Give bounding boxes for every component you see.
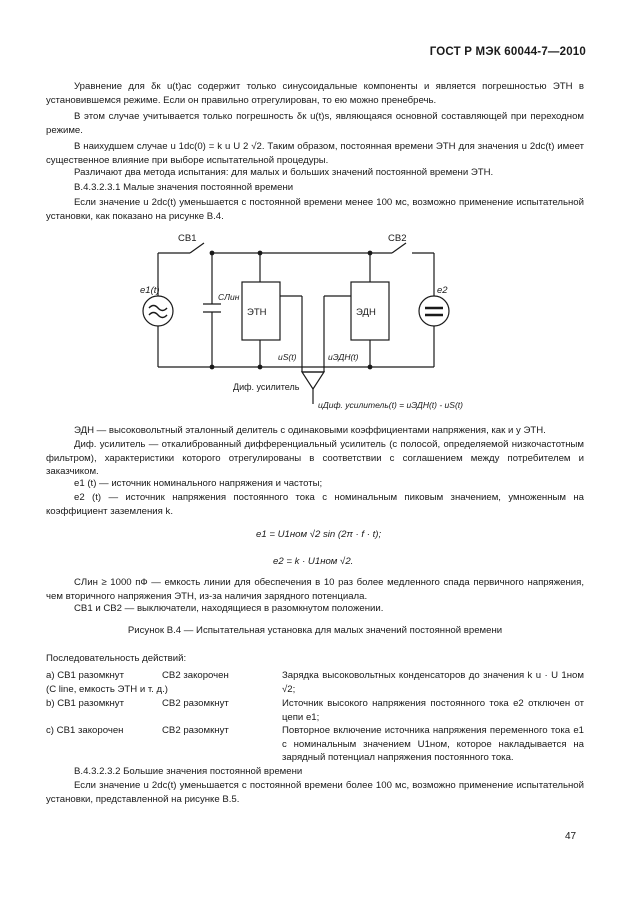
cline-label: CЛин [218, 292, 240, 302]
legend-edn: ЭДН — высоковольтный эталонный делитель с одинаковыми коэффициентами напряжения, как и у ЭТН. [74, 425, 546, 436]
paragraph-6: Если значение u 2dc(t) уменьшается с постоянной времени более 100 мс, возможно применение испытательной установки, представленной на рисунке В.5. [46, 780, 584, 805]
paragraph-3: В наихудшем случае u 1dc(0) = k u U 2 √2. Таким образом, постоянная времени ЭТН для значения u 2dc(t) имеет существенное влияние при выборе испытательной процедуры. [46, 141, 584, 166]
cb1-label: СВ1 [178, 233, 197, 244]
page-number: 47 [565, 831, 577, 842]
e1-label: e1(t) [140, 285, 160, 296]
paragraph-2: В этом случае учитывается только погрешность δк u(t)s, являющаяся основной составляющей при переходном режиме. [46, 111, 584, 136]
amplifier-label: Диф. усилитель [233, 382, 300, 392]
formula-e1: e1 = U1ном √2 sin (2π · f · t); [256, 529, 382, 540]
figure-caption: Рисунок В.4 — Испытательная установка для малых значений постоянной времени [127, 625, 503, 636]
etn-label: ЭТН [247, 307, 267, 318]
paragraph-4: Различают два метода испытания: для малых и больших значений постоянной времени ЭТН. [74, 167, 494, 178]
section-heading-1: В.4.3.2.3.1 Малые значения постоянной времени [74, 182, 294, 193]
sequence-title: Последовательность действий: [46, 653, 187, 664]
dc-source-icon [425, 308, 443, 315]
uedn-label: uЭДН(t) [328, 352, 359, 362]
cb2-label: СВ2 [388, 233, 407, 244]
paragraph-1: Уравнение для δк u(t)ac содержит только синусоидальные компоненты и является погрешностью ЭТН в установившемся режиме. Если он правильно отрегулирован, то ею можно пренебречь. [46, 81, 584, 106]
e2-label: e2 [437, 285, 448, 296]
test-circuit-diagram [140, 226, 490, 416]
output-formula: uДиф. усилитель(t) = uЭДН(t) - uS(t) [318, 400, 463, 410]
edn-label: ЭДН [356, 307, 376, 318]
legend-e2: e2 (t) — источник напряжения постоянного тока с номинальным пиковым значением, умноженным на коэффициент заземления k. [46, 492, 584, 517]
legend-cline: CЛин ≥ 1000 пФ — емкость линии для обеспечения в 10 раз более медленного спада первичного напряжения, чем вторичного напряжения ЭТН, из-за наличия зарядного потенциала. [46, 577, 584, 602]
document-header: ГОСТ Р МЭК 60044-7—2010 [429, 46, 586, 58]
legend-switches: СВ1 и СВ2 — выключатели, находящиеся в разомкнутом положении. [74, 603, 384, 614]
legend-e1: e1 (t) — источник номинального напряжения и частоты; [74, 478, 323, 489]
us-label: uS(t) [278, 352, 297, 362]
legend-amplifier: Диф. усилитель — откалиброванный дифференциальный усилитель (с полосой, определяемой низкочастотным фильтром), характеристики которого отрегулированы в соответствии с соглашением между потребителем и заказчиком. [46, 439, 584, 478]
ac-source-icon [149, 306, 167, 318]
paragraph-5: Если значение u 2dc(t) уменьшается с постоянной времени менее 100 мс, возможно применение испытательной установки, как показано на рисунке В.4. [46, 197, 584, 222]
formula-e2: e2 = k · U1ном √2. [273, 556, 354, 567]
section-heading-2: В.4.3.2.3.2 Большие значения постоянной времени [74, 766, 303, 777]
